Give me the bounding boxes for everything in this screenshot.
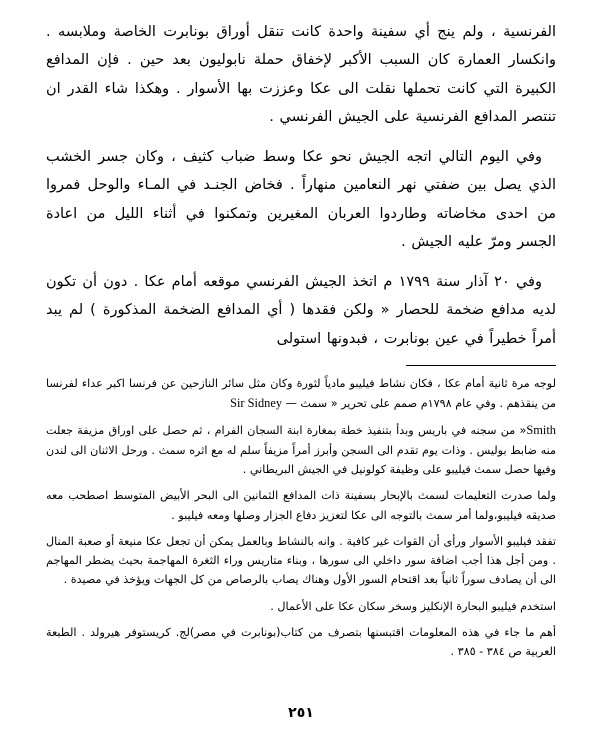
footnote-line-2 [46, 420, 556, 480]
footnote-text-2: « من سجنه في باريس وبدأ بتنفيذ خطة بمغارة ابنة السجان الفرام ، ثم حصل على اوراق مزيفة جعلت منه ضابط بوليس . وذات يوم تقدم الى السجن وأبرز أمراً مزيفاً سلم له مع اثره سمث . ورحل الاثنان الى لندن وفيها حصل سمث فيليبو على وظيفة كولونيل في الجيش البريطاني . [46, 423, 556, 477]
footnote-rule [406, 365, 556, 366]
footnote-latin-smith: Smith [526, 422, 556, 437]
footnote-latin-sir-sidney: Sir Sidney [230, 396, 283, 411]
footnotes-section [46, 374, 556, 662]
body-paragraph-3: وفي ٢٠ آذار سنة ١٧٩٩ م اتخذ الجيش الفرنسي موقعه أمام عكا . دون أن تكون لديه مدافع ضخمة للحصار « ولكن فقدها ( أي المدافع الضخمة المذكورة ) لم يبد أمراً خطيراً في عين بونابرت ، فبدونها استولى [46, 274, 556, 347]
footnote-line-1 [46, 374, 556, 415]
footnote-line-4: تفقد فيليبو الأسوار ورأى أن القوات غير كافية . وانه بالنشاط وبالعمل يمكن أن تجعل عكا منيعة أو صعبة المنال . ومن أجل هذا أجب اضافة سور داخلي الى سورها ، وبناء متاريس وراء الثغرة المهاجمة بحيث يضطر المهاجم الى أن يصادف سوراً ثانياً بعد اقتحام السور الأول وهناك يصاب بالرصاص من كل الجهات ويؤخذ في مصيدة . [46, 534, 556, 587]
footnote-text-1: لوجه مرة ثانية أمام عكا ، فكان نشاط فيليبو مادياً لثورة وكان مثل سائر النازحين عن فرنسا اكبر عداء لفرنسا من ينقذهم . وفي عام ١٧٩٨م صمم على تحرير « سمث — [46, 376, 556, 411]
page-number: ٢٥١ [288, 705, 314, 721]
footnote-separator [46, 365, 556, 366]
footnote-line-6: أهم ما جاء في هذه المعلومات اقتبسنها بتصرف من كتاب(بونابرت في مصر)لج. كريستوفر هيرولد . الطبعة العربية ص ٣٨٤ - ٣٨٥ . [46, 625, 556, 659]
body-paragraph-1: الفرنسية ، ولم ينج أي سفينة واحدة كانت تنقل أوراق بونابرت الخاصة وملابسه . وانكسار العمارة كان السبب الأكبر لإخفاق حملة نابوليون بعد حين . فإن المدافع الكبيرة التي كانت تحملها نقلت الى عكا وعززت بها الأسوار . وهكذا شاء القدر ان تنتصر المدافع الفرنسية على الجيش الفرنسي . [46, 24, 556, 125]
main-body [46, 18, 556, 353]
footnote-line-3: ولما صدرت التعليمات لسمث بالإبحار بسفينة ذات المدافع الثمانين الى البحر الأبيض المتوسط اصطحب معه صديقه فيليبو،ولما أمر سمث بالتوجه الى عكا لتعزيز دفاع الجزار وصلها ومعه فيليبو . [46, 489, 556, 522]
footnote-line-5: استخدم فيليبو البحارة الإنكليز وسخر سكان عكا على الأعمال . [270, 599, 556, 613]
body-paragraph-2: وفي اليوم التالي اتجه الجيش نحو عكا وسط ضباب كثيف ، وكان جسر الخشب الذي يصل بين ضفتي نهر النعامين منهاراً . فخاض الجنـد في المـاء والوحل فمروا من احدى مخاضاته وطاردوا العربان المغيرين وتمكنوا في أثناء الليل من اعادة الجسر ومرّ عليه الجيش . [46, 149, 556, 250]
